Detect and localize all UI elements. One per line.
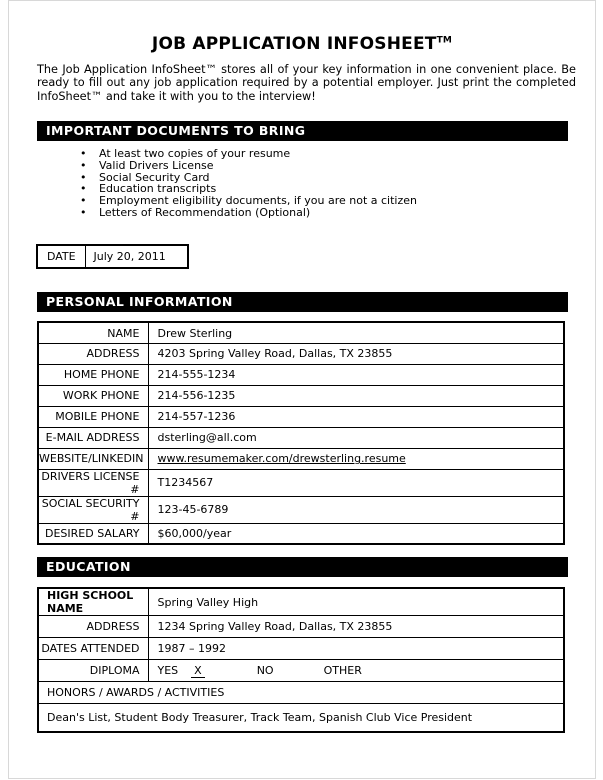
field-label: SOCIAL SECURITY # [38, 496, 148, 523]
field-label: DRIVERS LICENSE # [38, 469, 148, 496]
table-row [38, 616, 564, 638]
table-row [38, 588, 564, 616]
honors-header: HONORS / AWARDS / ACTIVITIES [38, 682, 564, 704]
field-value: Spring Valley High [148, 588, 564, 616]
diploma-option-no: NO [256, 664, 274, 678]
list-item: • Education transcripts [9, 183, 595, 195]
documents-list [9, 148, 595, 218]
table-row [38, 427, 564, 448]
table-row [38, 523, 564, 544]
table-row [38, 469, 564, 496]
field-value: 214-557-1236 [148, 406, 564, 427]
field-value: T1234567 [148, 469, 564, 496]
field-label: HIGH SCHOOL NAME [38, 588, 148, 616]
field-value: 214-555-1234 [148, 364, 564, 385]
date-field [36, 244, 189, 269]
list-item: • Valid Drivers License [9, 160, 595, 172]
intro-paragraph: The Job Application InfoSheet™ stores all of your key information in one convenient place. Be ready to fill out any job application required by a potential employer. Just print the completed InfoSheet™ and take it with you to the interview! [37, 63, 576, 103]
diploma-option-other: OTHER [323, 664, 362, 678]
table-row [38, 660, 564, 682]
section-header-documents: IMPORTANT DOCUMENTS TO BRING [37, 121, 568, 141]
diploma-options [148, 660, 564, 682]
table-row [38, 406, 564, 427]
website-link[interactable]: www.resumemaker.com/drewsterling.resume [157, 452, 406, 466]
table-row [38, 385, 564, 406]
table-row [38, 343, 564, 364]
field-value: 4203 Spring Valley Road, Dallas, TX 23855 [148, 343, 564, 364]
trademark-superscript: TM [436, 35, 453, 46]
field-value: dsterling@all.com [148, 427, 564, 448]
document-page [8, 0, 596, 779]
field-label: ADDRESS [38, 343, 148, 364]
table-row [38, 322, 564, 343]
field-label: MOBILE PHONE [38, 406, 148, 427]
table-row [38, 496, 564, 523]
date-label: DATE [37, 245, 85, 268]
field-value: 123-45-6789 [148, 496, 564, 523]
list-item: • Letters of Recommendation (Optional) [9, 207, 595, 219]
field-value: Drew Sterling [148, 322, 564, 343]
personal-info-table [37, 321, 565, 545]
field-label: NAME [38, 322, 148, 343]
table-row [38, 638, 564, 660]
field-value: $60,000/year [148, 523, 564, 544]
list-item: • Employment eligibility documents, if you are not a citizen [9, 195, 595, 207]
field-label: ADDRESS [38, 616, 148, 638]
table-row [38, 704, 564, 732]
diploma-yes-mark: X [191, 664, 205, 678]
website-link-cell [148, 448, 564, 469]
field-label: HOME PHONE [38, 364, 148, 385]
table-row [37, 245, 188, 268]
field-label: DESIRED SALARY [38, 523, 148, 544]
field-label: WEBSITE/LINKEDIN [38, 448, 148, 469]
list-item: • At least two copies of your resume [9, 148, 595, 160]
field-value: 214-556-1235 [148, 385, 564, 406]
section-header-education: EDUCATION [37, 557, 568, 577]
field-value: 1234 Spring Valley Road, Dallas, TX 23855 [148, 616, 564, 638]
field-label: E-MAIL ADDRESS [38, 427, 148, 448]
diploma-label: DIPLOMA [38, 660, 148, 682]
field-value: 1987 – 1992 [148, 638, 564, 660]
field-label: WORK PHONE [38, 385, 148, 406]
table-row [38, 364, 564, 385]
page-title [9, 34, 595, 54]
diploma-option-yes: YES [157, 664, 179, 678]
section-header-personal: PERSONAL INFORMATION [37, 292, 568, 312]
education-table [37, 587, 565, 733]
date-value: July 20, 2011 [85, 245, 188, 268]
list-item: • Social Security Card [9, 172, 595, 184]
table-row [38, 682, 564, 704]
table-row [38, 448, 564, 469]
honors-value: Dean's List, Student Body Treasurer, Track Team, Spanish Club Vice President [38, 704, 564, 732]
field-label: DATES ATTENDED [38, 638, 148, 660]
page-title-text: JOB APPLICATION INFOSHEET [151, 34, 437, 54]
